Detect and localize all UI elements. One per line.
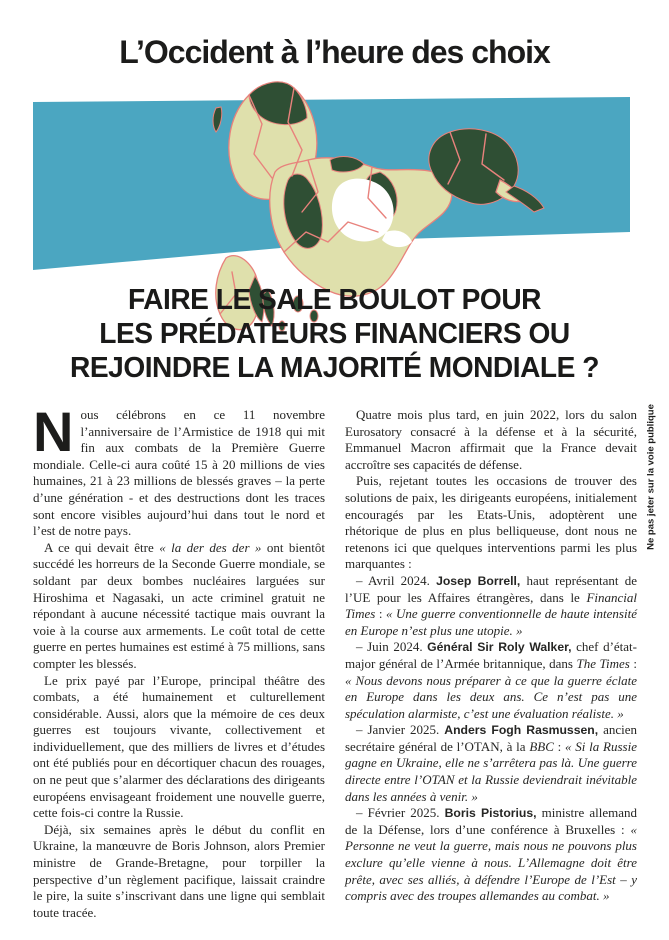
text-run: – Juin 2024.: [356, 639, 428, 655]
text-run: Anders Fogh Rasmussen,: [444, 723, 599, 738]
headline-line-3: REJOINDRE LA MAJORITÉ MONDIALE ?: [70, 352, 599, 384]
paragraph: [345, 573, 637, 639]
article-body: [33, 400, 638, 921]
main-headline: [10, 283, 659, 385]
edge-note: Ne pas jeter sur la voie publique: [645, 404, 657, 550]
text-run: – Avril 2024.: [356, 572, 437, 588]
paragraph: [345, 639, 637, 722]
text-run: The Times: [576, 655, 630, 671]
text-run: Financial Times: [345, 589, 637, 622]
text-run: haut représentant de l’UE pour les Affaires étrangères, dans le: [345, 572, 637, 605]
paragraph: [345, 407, 637, 473]
page-title: L’Occident à l’heure des choix: [119, 34, 550, 70]
text-run: BBC: [529, 738, 554, 754]
text-run: A ce qui devait être: [44, 539, 160, 555]
text-run: « Une guerre conventionnelle de haute intensité en Europe n’est plus une utopie. »: [345, 606, 637, 638]
text-run: Quatre mois plus tard, en juin 2022, lors du salon Eurosatory consacré à la défense et à la sécurité, Emmanuel Macron affirmait que la France devait accroître ses capacités de défense.: [345, 407, 637, 472]
text-run: ous célébrons en ce 11 novembre l’anniversaire de l’Armistice de 1918 qui mit fin aux combats de la Première Guerre mondiale. Celle-ci aura coûté 15 à 20 millions de vies humaines, 21 à 23 millions de blessés graves – la perte d’une génération - et des destructions dont les traces sont encore visibles aujourd’hui dans tout le nord et l’est de notre pays.: [33, 407, 325, 539]
text-run: « Nous devons nous préparer à ce que la guerre éclate en Europe dans les deux ans. Ce n’est pas une spéculation alarmiste, c’est une évaluation réaliste. »: [345, 672, 637, 721]
paragraph: [33, 540, 325, 673]
paragraph: [345, 805, 637, 905]
article-column-left: [33, 400, 326, 921]
text-run: « la der des der »: [159, 539, 262, 555]
text-run: – Février 2025.: [356, 805, 445, 821]
paragraph: [345, 722, 637, 805]
paragraph: [33, 400, 325, 540]
text-run: :: [375, 606, 387, 622]
text-run: « Si la Russie gagne en Ukraine, elle ne s’arrêtera pas là. Une guerre directe entre l’OTAN et la Russie deviendrait inévitable dans les années à venir. »: [345, 738, 637, 804]
text-run: Puis, rejetant toutes les occasions de trouver des solutions de paix, les dirigeants européens, initialement encouragés par les Etats-Unis, adoptèrent une rhétorique de plus en plus belliqueuse, dont nous ne retenons ici que quelques interventions parmi les plus marquantes :: [345, 473, 637, 572]
text-run: ancien secrétaire général de l’OTAN, à la: [345, 722, 638, 754]
text-run: « Personne ne veut la guerre, mais nous ne pouvons plus exclure qu’elle vienne à nous. L’Allemagne doit être prête, avec ses alliés, à défendre l’Europe de l’Est – y compris avec des troupes allemandes au combat. »: [345, 821, 637, 904]
article-column-right: [345, 407, 637, 921]
text-run: – Janvier 2025.: [356, 722, 445, 738]
text-run: ont bientôt succédé les horreurs de la Seconde Guerre mondiale, se soldant par deux bombes nucléaires larguées sur Hiroshima et Nagasaki, un acte criminel gratuit ne répondant à aucune nécessité tactique mais ouvrant la voie à la course aux armements. Le coût total de cette guerre en pertes humaines est estimé à 75 millions, sans compter les blessés.: [33, 539, 326, 671]
text-run: Général Sir Roly Walker,: [427, 640, 572, 655]
text-run: :: [629, 655, 637, 671]
text-run: Josep Borrell,: [436, 573, 521, 588]
text-run: Déjà, six semaines après le début du conflit en Ukraine, la manœuvre de Boris Johnson, alors Premier ministre de Grande-Bretagne, pour torpiller la perspective d’un règlement pacifique, laissait craindre le pire, la suite s’inscrivant dans une ligne qui semblait toute tracée.: [33, 821, 325, 920]
paragraph: [33, 673, 325, 822]
paragraph: [345, 473, 637, 573]
text-run: chef d’état-major général de l’Armée britannique, dans: [345, 639, 637, 671]
drop-cap: N: [33, 400, 74, 463]
text-run: Boris Pistorius,: [444, 806, 537, 821]
headline-line-2: LES PRÉDATEURS FINANCIERS OU: [99, 318, 570, 350]
headline-line-1: FAIRE LE SALE BOULOT POUR: [128, 284, 541, 316]
text-run: :: [553, 738, 566, 754]
paragraph: [33, 822, 325, 922]
text-run: ministre allemand de la Défense, lors d’une conférence à Bruxelles :: [345, 805, 638, 837]
text-run: Le prix payé par l’Europe, principal théâtre des combats, a été humainement et culturellement considérable. Aussi, alors que la mémoire de ces deux guerres est toujours vivante, collectivement et individuellement, que des milliers de livres et d’études ont été publiés pour en décortiquer chacun des rouages, on ne peut que s’alarmer des déclarations des dirigeants européens envisageant froidement une nouvelle guerre, cette fois-ci contre la Russie.: [33, 672, 325, 821]
